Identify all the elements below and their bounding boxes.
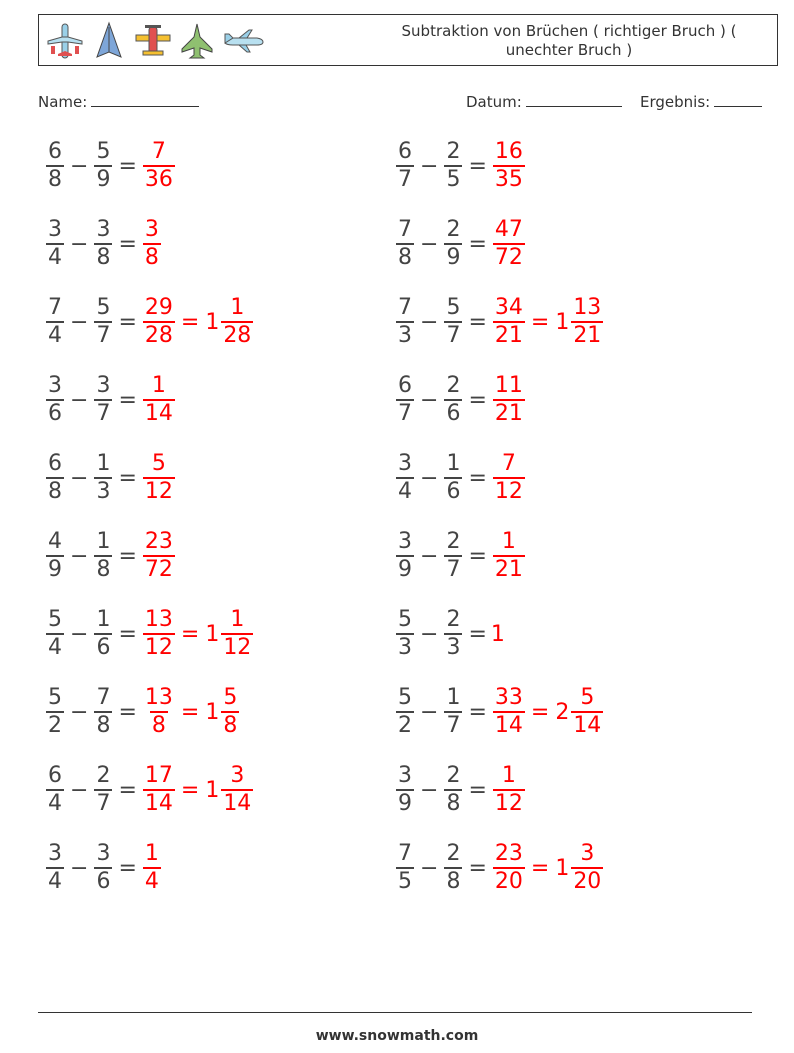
second-fraction-numerator: 3 <box>96 217 111 242</box>
second-fraction-denominator: 7 <box>446 323 461 348</box>
first-fraction-numerator: 7 <box>398 841 412 866</box>
minus-sign: − <box>70 621 89 647</box>
second-fraction <box>94 373 112 427</box>
equals-sign: = <box>118 153 137 179</box>
second-fraction <box>94 529 112 583</box>
equals-sign: = <box>118 855 137 881</box>
mixed-numerator: 1 <box>230 607 245 632</box>
mixed-numerator: 5 <box>580 685 595 710</box>
answer-fraction-numerator: 3 <box>144 217 159 242</box>
problem-item <box>394 446 527 510</box>
answer-fraction-numerator: 5 <box>151 451 166 476</box>
problem-item <box>394 524 527 588</box>
second-fraction-numerator: 7 <box>96 685 111 710</box>
second-fraction-numerator: 2 <box>446 607 461 632</box>
second-fraction <box>444 295 462 349</box>
first-fraction <box>396 607 414 661</box>
first-fraction-numerator: 5 <box>48 685 62 710</box>
answer-fraction-denominator: 4 <box>144 869 159 894</box>
second-fraction-denominator: 7 <box>96 323 111 348</box>
second-fraction-denominator: 8 <box>446 791 461 816</box>
first-fraction-numerator: 3 <box>398 763 412 788</box>
first-fraction-numerator: 5 <box>398 607 412 632</box>
second-fraction <box>444 529 462 583</box>
answer-fraction-numerator: 13 <box>144 685 173 710</box>
equals-sign: = <box>468 465 487 491</box>
answer-fraction-numerator: 16 <box>494 139 523 164</box>
date-line[interactable] <box>526 92 622 107</box>
problem-item <box>394 758 527 822</box>
answer-fraction-numerator: 1 <box>501 763 516 788</box>
second-fraction <box>444 451 462 505</box>
mixed-numerator: 5 <box>223 685 238 710</box>
second-fraction-denominator: 8 <box>446 869 461 894</box>
answer-fraction-numerator: 7 <box>501 451 516 476</box>
minus-sign: − <box>70 465 89 491</box>
mixed-fraction <box>571 841 603 895</box>
minus-sign: − <box>420 309 439 335</box>
answer-fraction-numerator: 23 <box>494 841 523 866</box>
first-fraction-numerator: 7 <box>398 217 412 242</box>
mixed-whole: 1 <box>205 621 220 647</box>
minus-sign: − <box>70 387 89 413</box>
mixed-denominator: 14 <box>573 713 602 738</box>
problem-item <box>394 680 605 744</box>
second-fraction-denominator: 6 <box>446 401 461 426</box>
worksheet-title: Subtraktion von Brüchen ( richtiger Bruch ) ( unechter Bruch ) <box>401 22 737 59</box>
mixed-denominator: 21 <box>573 323 602 348</box>
problem-item <box>44 134 177 198</box>
first-fraction <box>396 373 414 427</box>
answer-fraction-denominator: 8 <box>151 713 166 738</box>
second-fraction <box>94 763 112 817</box>
second-fraction-denominator: 6 <box>446 479 461 504</box>
fighter-jet-icon <box>179 21 215 61</box>
answer-fraction <box>493 529 525 583</box>
name-field[interactable] <box>38 92 199 111</box>
equals-sign: = <box>118 699 137 725</box>
answer-fraction-denominator: 72 <box>144 557 173 582</box>
answer-fraction <box>143 373 175 427</box>
answer-fraction-denominator: 21 <box>494 557 523 582</box>
worksheet-header <box>38 14 778 66</box>
first-fraction <box>396 763 414 817</box>
mixed-fraction <box>571 295 603 349</box>
first-fraction <box>396 451 414 505</box>
minus-sign: − <box>70 153 89 179</box>
second-fraction-numerator: 5 <box>96 139 111 164</box>
date-field[interactable] <box>466 92 622 111</box>
equals-sign: = <box>468 543 487 569</box>
second-fraction-denominator: 9 <box>96 167 111 192</box>
first-fraction-denominator: 4 <box>48 323 62 348</box>
answer-fraction-denominator: 12 <box>494 791 523 816</box>
mixed-numerator: 3 <box>580 841 595 866</box>
second-fraction-denominator: 7 <box>446 557 461 582</box>
second-fraction-numerator: 1 <box>96 529 111 554</box>
first-fraction-denominator: 7 <box>398 167 412 192</box>
second-fraction-denominator: 5 <box>446 167 461 192</box>
problem-item <box>394 134 527 198</box>
second-fraction-numerator: 3 <box>96 841 111 866</box>
second-fraction <box>94 607 112 661</box>
mixed-numerator: 1 <box>230 295 245 320</box>
first-fraction <box>46 373 64 427</box>
second-fraction <box>94 217 112 271</box>
first-fraction <box>46 685 64 739</box>
first-fraction-denominator: 8 <box>48 167 62 192</box>
mixed-denominator: 28 <box>223 323 252 348</box>
answer-fraction-numerator: 47 <box>494 217 523 242</box>
first-fraction-denominator: 4 <box>48 635 62 660</box>
answer-fraction-denominator: 14 <box>494 713 523 738</box>
mixed-numerator: 3 <box>230 763 245 788</box>
equals-sign: = <box>530 309 550 335</box>
second-fraction-denominator: 7 <box>96 401 111 426</box>
equals-sign: = <box>180 777 200 803</box>
first-fraction <box>46 529 64 583</box>
answer-fraction-numerator: 17 <box>144 763 173 788</box>
second-fraction <box>444 139 462 193</box>
answer-fraction-denominator: 12 <box>144 635 173 660</box>
second-fraction-denominator: 7 <box>446 713 461 738</box>
answer-fraction-denominator: 14 <box>144 791 173 816</box>
answer-fraction-denominator: 14 <box>144 401 173 426</box>
answer-fraction <box>493 139 525 193</box>
mixed-whole: 1 <box>205 777 220 803</box>
header-icons <box>45 21 265 61</box>
problem-item <box>44 290 255 354</box>
first-fraction-denominator: 9 <box>398 791 412 816</box>
equals-sign: = <box>468 309 487 335</box>
first-fraction-numerator: 3 <box>48 841 62 866</box>
answer-fraction <box>143 685 175 739</box>
minus-sign: − <box>420 387 439 413</box>
second-fraction-numerator: 2 <box>446 139 461 164</box>
equals-sign: = <box>118 309 137 335</box>
footer-url: www.snowmath.com <box>315 1028 479 1044</box>
second-fraction-denominator: 8 <box>96 713 111 738</box>
second-fraction-denominator: 8 <box>96 245 111 270</box>
mixed-fraction <box>221 295 253 349</box>
mixed-denominator: 20 <box>573 869 602 894</box>
second-fraction-denominator: 3 <box>446 635 461 660</box>
answer-fraction-numerator: 1 <box>144 841 159 866</box>
mixed-fraction <box>221 607 253 661</box>
first-fraction-denominator: 7 <box>398 401 412 426</box>
answer-fraction-numerator: 1 <box>501 529 516 554</box>
equals-sign: = <box>468 153 487 179</box>
first-fraction <box>396 529 414 583</box>
second-fraction-denominator: 3 <box>96 479 111 504</box>
second-fraction-numerator: 2 <box>446 841 461 866</box>
first-fraction <box>396 217 414 271</box>
answer-fraction-numerator: 29 <box>144 295 173 320</box>
equals-sign: = <box>118 621 137 647</box>
first-fraction-denominator: 8 <box>48 479 62 504</box>
second-fraction <box>444 685 462 739</box>
second-fraction-denominator: 9 <box>446 245 461 270</box>
problem-item <box>44 368 177 432</box>
first-fraction <box>396 139 414 193</box>
footer-divider <box>38 1012 752 1013</box>
mixed-denominator: 12 <box>223 635 252 660</box>
answer-fraction <box>143 451 175 505</box>
minus-sign: − <box>420 699 439 725</box>
answer-fraction-denominator: 21 <box>494 323 523 348</box>
problem-item <box>44 446 177 510</box>
answer-fraction <box>143 139 175 193</box>
biplane-icon <box>133 21 173 61</box>
first-fraction-numerator: 5 <box>398 685 412 710</box>
first-fraction <box>46 841 64 895</box>
second-fraction <box>444 373 462 427</box>
answer-fraction-numerator: 34 <box>494 295 523 320</box>
second-fraction <box>444 763 462 817</box>
second-fraction <box>444 217 462 271</box>
second-fraction <box>444 607 462 661</box>
second-fraction <box>94 841 112 895</box>
second-fraction-numerator: 2 <box>446 217 461 242</box>
second-fraction-numerator: 1 <box>96 451 111 476</box>
first-fraction-denominator: 2 <box>398 713 412 738</box>
minus-sign: − <box>420 465 439 491</box>
equals-sign: = <box>118 387 137 413</box>
second-fraction <box>94 295 112 349</box>
equals-sign: = <box>468 777 487 803</box>
answer-fraction-numerator: 1 <box>151 373 166 398</box>
minus-sign: − <box>70 855 89 881</box>
answer-fraction-numerator: 11 <box>494 373 523 398</box>
equals-sign: = <box>468 699 487 725</box>
answer-whole: 1 <box>490 621 505 647</box>
answer-fraction-numerator: 13 <box>144 607 173 632</box>
mixed-numerator: 13 <box>573 295 602 320</box>
second-fraction-numerator: 3 <box>96 373 111 398</box>
answer-fraction <box>143 763 175 817</box>
answer-fraction-denominator: 8 <box>144 245 159 270</box>
second-fraction <box>94 685 112 739</box>
result-line[interactable] <box>714 92 762 107</box>
answer-fraction-denominator: 36 <box>144 167 173 192</box>
problem-item <box>44 524 177 588</box>
second-fraction-denominator: 8 <box>96 557 111 582</box>
first-fraction-denominator: 4 <box>48 791 62 816</box>
problem-item <box>44 680 241 744</box>
second-fraction <box>94 139 112 193</box>
first-fraction-numerator: 6 <box>48 139 62 164</box>
second-fraction-numerator: 1 <box>96 607 111 632</box>
answer-fraction-denominator: 20 <box>494 869 523 894</box>
answer-fraction <box>143 217 161 271</box>
first-fraction-denominator: 9 <box>48 557 62 582</box>
second-fraction <box>444 841 462 895</box>
second-fraction-numerator: 2 <box>446 373 461 398</box>
result-label: Ergebnis: <box>640 93 711 111</box>
mixed-fraction <box>221 685 239 739</box>
first-fraction-denominator: 3 <box>398 323 412 348</box>
first-fraction-numerator: 7 <box>398 295 412 320</box>
mixed-whole: 2 <box>555 699 570 725</box>
equals-sign: = <box>180 699 200 725</box>
answer-fraction <box>143 529 175 583</box>
first-fraction-numerator: 4 <box>48 529 62 554</box>
equals-sign: = <box>468 387 487 413</box>
equals-sign: = <box>530 855 550 881</box>
second-fraction-numerator: 2 <box>446 529 461 554</box>
name-label: Name: <box>38 93 88 111</box>
second-fraction-numerator: 5 <box>446 295 461 320</box>
problem-item <box>394 602 505 666</box>
first-fraction <box>46 607 64 661</box>
answer-fraction <box>493 295 525 349</box>
minus-sign: − <box>70 309 89 335</box>
first-fraction <box>46 139 64 193</box>
answer-fraction <box>493 685 525 739</box>
first-fraction-denominator: 6 <box>48 401 62 426</box>
answer-fraction-denominator: 12 <box>144 479 173 504</box>
equals-sign: = <box>468 855 487 881</box>
equals-sign: = <box>468 231 487 257</box>
equals-sign: = <box>180 621 200 647</box>
first-fraction-numerator: 6 <box>398 139 412 164</box>
second-fraction-denominator: 7 <box>96 791 111 816</box>
answer-fraction <box>493 217 525 271</box>
minus-sign: − <box>70 231 89 257</box>
minus-sign: − <box>420 543 439 569</box>
first-fraction-numerator: 3 <box>398 529 412 554</box>
answer-fraction-denominator: 21 <box>494 401 523 426</box>
airliner-icon <box>221 21 265 61</box>
problem-item <box>44 836 163 900</box>
first-fraction <box>46 217 64 271</box>
first-fraction-denominator: 2 <box>48 713 62 738</box>
answer-fraction <box>493 451 525 505</box>
first-fraction-denominator: 4 <box>48 869 62 894</box>
second-fraction-denominator: 6 <box>96 635 111 660</box>
problem-item <box>394 290 605 354</box>
first-fraction <box>46 763 64 817</box>
first-fraction-numerator: 5 <box>48 607 62 632</box>
result-field[interactable] <box>640 92 762 111</box>
second-fraction-numerator: 1 <box>446 451 461 476</box>
problem-item <box>44 602 255 666</box>
minus-sign: − <box>420 855 439 881</box>
minus-sign: − <box>420 153 439 179</box>
first-fraction <box>396 295 414 349</box>
answer-fraction <box>493 763 525 817</box>
first-fraction-denominator: 3 <box>398 635 412 660</box>
first-fraction-denominator: 8 <box>398 245 412 270</box>
first-fraction-numerator: 6 <box>48 451 62 476</box>
first-fraction <box>46 295 64 349</box>
mixed-whole: 1 <box>555 855 570 881</box>
equals-sign: = <box>530 699 550 725</box>
name-line[interactable] <box>91 92 199 107</box>
answer-fraction-denominator: 35 <box>494 167 523 192</box>
answer-fraction <box>493 841 525 895</box>
mixed-whole: 1 <box>555 309 570 335</box>
equals-sign: = <box>118 777 137 803</box>
problem-item <box>44 212 163 276</box>
first-fraction-numerator: 7 <box>48 295 62 320</box>
answer-fraction-numerator: 33 <box>494 685 523 710</box>
mixed-whole: 1 <box>205 699 220 725</box>
airplane-icon <box>45 21 85 61</box>
first-fraction-denominator: 4 <box>398 479 412 504</box>
mixed-fraction <box>221 763 253 817</box>
problem-item <box>394 368 527 432</box>
first-fraction-numerator: 6 <box>48 763 62 788</box>
answer-fraction <box>143 607 175 661</box>
problem-item <box>394 836 605 900</box>
equals-sign: = <box>118 543 137 569</box>
answer-fraction-denominator: 28 <box>144 323 173 348</box>
mixed-denominator: 8 <box>223 713 238 738</box>
problem-item <box>394 212 527 276</box>
first-fraction-numerator: 3 <box>48 373 62 398</box>
answer-fraction-denominator: 12 <box>494 479 523 504</box>
minus-sign: − <box>70 699 89 725</box>
mixed-denominator: 14 <box>223 791 252 816</box>
minus-sign: − <box>420 777 439 803</box>
second-fraction <box>94 451 112 505</box>
mixed-whole: 1 <box>205 309 220 335</box>
answer-fraction-denominator: 72 <box>494 245 523 270</box>
second-fraction-denominator: 6 <box>96 869 111 894</box>
minus-sign: − <box>70 777 89 803</box>
first-fraction-denominator: 9 <box>398 557 412 582</box>
mixed-fraction <box>571 685 603 739</box>
first-fraction-denominator: 5 <box>398 869 412 894</box>
second-fraction-numerator: 2 <box>446 763 461 788</box>
first-fraction-numerator: 3 <box>398 451 412 476</box>
problem-item <box>44 758 255 822</box>
date-label: Datum: <box>466 93 522 111</box>
first-fraction-denominator: 4 <box>48 245 62 270</box>
first-fraction <box>396 841 414 895</box>
first-fraction <box>396 685 414 739</box>
jet-icon <box>91 21 127 61</box>
answer-fraction-numerator: 23 <box>144 529 173 554</box>
first-fraction-numerator: 6 <box>398 373 412 398</box>
first-fraction <box>46 451 64 505</box>
second-fraction-numerator: 2 <box>96 763 111 788</box>
answer-fraction <box>493 373 525 427</box>
equals-sign: = <box>118 231 137 257</box>
second-fraction-numerator: 5 <box>96 295 111 320</box>
equals-sign: = <box>468 621 487 647</box>
minus-sign: − <box>70 543 89 569</box>
minus-sign: − <box>420 621 439 647</box>
equals-sign: = <box>180 309 200 335</box>
equals-sign: = <box>118 465 137 491</box>
answer-fraction <box>143 295 175 349</box>
second-fraction-numerator: 1 <box>446 685 461 710</box>
answer-fraction <box>143 841 161 895</box>
first-fraction-numerator: 3 <box>48 217 62 242</box>
answer-fraction-numerator: 7 <box>151 139 166 164</box>
minus-sign: − <box>420 231 439 257</box>
